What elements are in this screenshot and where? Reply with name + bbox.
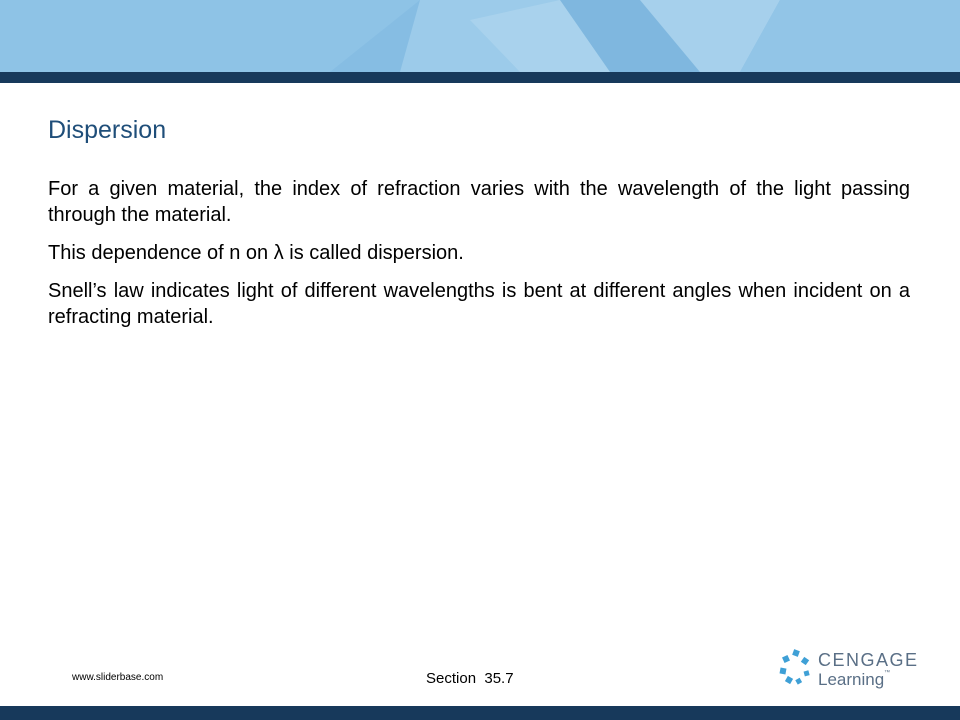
slide-body bbox=[48, 176, 910, 342]
footer-section-label: Section 35.7 bbox=[426, 670, 514, 687]
body-paragraph: Snell’s law indicates light of different wavelengths is bent at different angles when incident on a refracting material. bbox=[48, 280, 910, 328]
top-banner bbox=[0, 0, 960, 72]
body-paragraph: This dependence of n on λ is called dispersion. bbox=[48, 242, 464, 264]
top-dark-bar bbox=[0, 72, 960, 83]
body-paragraph: For a given material, the index of refraction varies with the wavelength of the light passing through the material. bbox=[48, 178, 910, 226]
logo-word-learning bbox=[818, 670, 890, 690]
cengage-learning-logo bbox=[778, 646, 928, 692]
cengage-pinwheel-icon bbox=[778, 648, 814, 688]
logo-word-cengage: CENGAGE bbox=[818, 650, 919, 670]
footer-url[interactable]: www.sliderbase.com bbox=[72, 672, 164, 683]
logo-learning-text: Learning bbox=[818, 670, 885, 689]
slide-title: Dispersion bbox=[48, 116, 167, 144]
bottom-dark-bar bbox=[0, 706, 960, 720]
trademark-symbol: ™ bbox=[884, 670, 891, 676]
